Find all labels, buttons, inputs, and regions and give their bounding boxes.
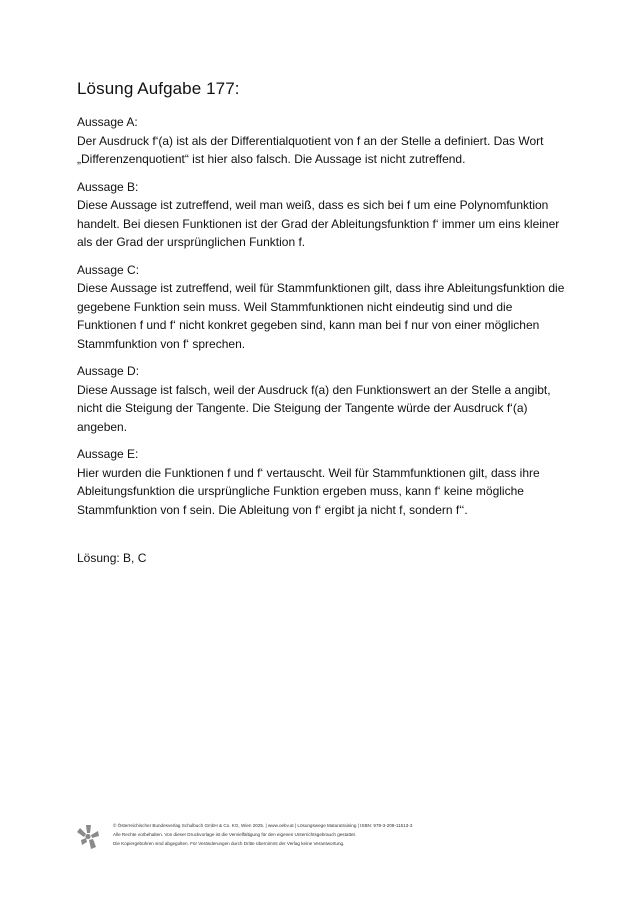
footer-line: Die Kopiergebühren sind abgegolten. Für Veränderungen durch Dritte übernimmt der Verlag keine Verantwortung. <box>113 840 345 846</box>
statement-text <box>77 132 577 169</box>
statement-heading: Aussage B: <box>77 179 139 194</box>
copyright-notice <box>113 822 553 848</box>
statement-text <box>77 381 577 437</box>
statement-d <box>77 362 577 436</box>
text-line: „Differenzenquotient“ ist hier also falsch. Die Aussage ist nicht zutreffend. <box>77 152 466 166</box>
text-line: Hier wurden die Funktionen f und f‘ vertauscht. Weil für Stammfunktionen gilt, dass ihre <box>77 465 540 480</box>
text-line: angeben. <box>77 419 128 434</box>
text-line: Der Ausdruck f‘(a) ist als der Differentialquotient von f an der Stelle a definiert. Das Wort <box>77 133 544 148</box>
solution-text: Lösung: B, C <box>77 551 147 565</box>
text-line: Diese Aussage ist falsch, weil der Ausdruck f(a) den Funktionswert an der Stelle a angibt, <box>77 382 551 397</box>
text-line: Ableitungsfunktion die ursprüngliche Funktion ergeben muss, kann f‘ keine mögliche <box>77 484 524 498</box>
text-line: Stammfunktion von f‘ sprechen. <box>77 336 246 351</box>
statement-b <box>77 178 577 252</box>
statement-a <box>77 113 577 169</box>
text-line: Diese Aussage ist zutreffend, weil für Stammfunktionen gilt, dass ihre Ableitungsfunktion die <box>77 281 565 295</box>
text-line: gegebene Funktion sein muss. Weil Stammfunktionen nicht eindeutig sind und die <box>77 299 513 314</box>
page-footer <box>77 822 577 852</box>
statement-heading: Aussage A: <box>77 115 138 129</box>
footer-line: © Österreichischer Bundesverlag Schulbuch GmbH & Co. KG, Wien 2025. | www.oebv.at | Lösungswege Maturatraining | ISBN: 978-3-209-11513-3 <box>113 823 413 828</box>
statement-heading: Aussage E: <box>77 447 139 461</box>
page-title: Lösung Aufgabe 177: <box>77 79 240 98</box>
text-line: handelt. Bei diesen Funktionen ist der Grad der Ableitungsfunktion f‘ immer um eins kleiner <box>77 216 560 231</box>
statement-heading: Aussage D: <box>77 364 140 378</box>
statement-text <box>77 279 577 353</box>
publisher-logo-icon <box>77 825 99 849</box>
statements-list <box>77 113 577 519</box>
statement-text <box>77 464 577 520</box>
text-line: als der Grad der ursprünglichen Funktion f. <box>77 235 306 249</box>
statement-heading: Aussage C: <box>77 262 140 277</box>
statement-text <box>77 196 577 252</box>
text-line: nicht die Steigung der Tangente. Die Steigung der Tangente würde der Ausdruck f‘(a) <box>77 401 528 415</box>
statement-c <box>77 261 577 354</box>
text-line: Diese Aussage ist zutreffend, weil man weiß, dass es sich bei f um eine Polynomfunktion <box>77 198 549 212</box>
footer-line: Alle Rechte vorbehalten. Von dieser Druckvorlage ist die Vervielfältigung für den eigenen Unterrichtsgebrauch gestattet. <box>113 831 357 837</box>
text-line: Stammfunktion von f sein. Die Ableitung von f‘ ergibt ja nicht f, sondern f‘‘. <box>77 502 468 517</box>
text-line: Funktionen f und f‘ nicht konkret gegeben sind, kann man bei f nur von einer möglichen <box>77 318 540 332</box>
document-page <box>77 79 577 579</box>
statement-e <box>77 445 577 519</box>
